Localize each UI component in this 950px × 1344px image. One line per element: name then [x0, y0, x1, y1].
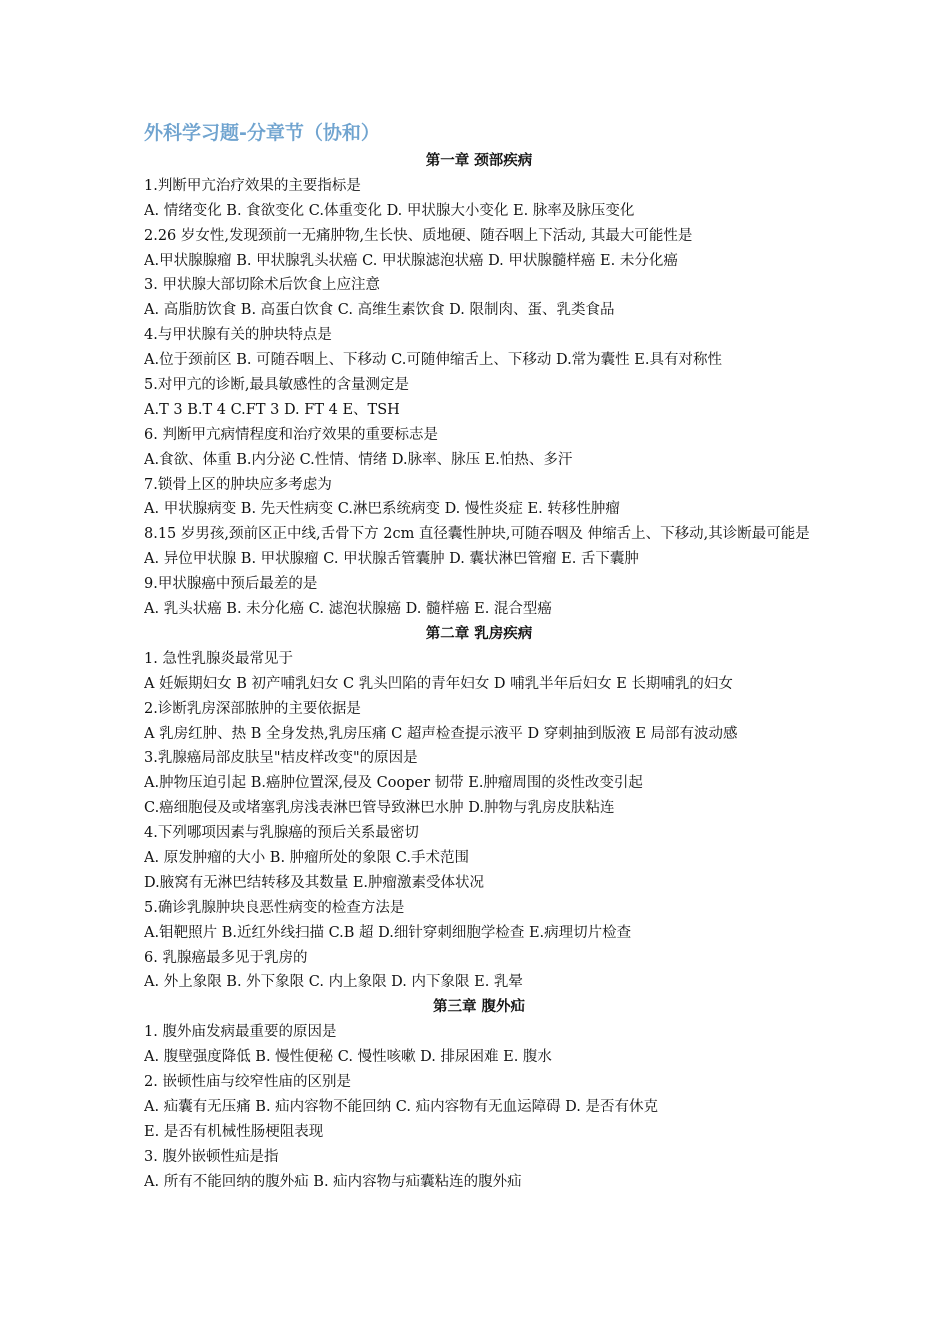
answer-options: A.甲状腺腺瘤 B. 甲状腺乳头状癌 C. 甲状腺滤泡状癌 D. 甲状腺髓样癌 E. 未分化癌: [144, 252, 678, 269]
question-text: 8.15 岁男孩,颈前区正中线,舌骨下方 2cm 直径囊性肿块,可随吞咽及 伸缩舌上、下移动,其诊断最可能是: [144, 526, 810, 543]
answer-options: D.腋窝有无淋巴结转移及其数量 E.肿瘤激素受体状况: [144, 874, 485, 891]
question-text: 9.甲状腺癌中预后最差的是: [144, 576, 318, 593]
question-text: 5.确诊乳腺肿块良恶性病变的检查方法是: [144, 899, 405, 916]
document-page: [144, 118, 814, 1194]
answer-options: A. 乳头状癌 B. 未分化癌 C. 滤泡状腺癌 D. 髓样癌 E. 混合型癌: [144, 601, 552, 618]
answer-options: A. 腹壁强度降低 B. 慢性便秘 C. 慢性咳嗽 D. 排尿困难 E. 腹水: [144, 1049, 552, 1066]
chapter-heading: 第一章 颈部疾病: [425, 152, 533, 169]
question-text: 1. 腹外庙发病最重要的原因是: [144, 1024, 337, 1041]
answer-options: E. 是否有机械性肠梗阻表现: [144, 1123, 324, 1140]
question-text: 3.乳腺癌局部皮肤呈"桔皮样改变"的原因是: [144, 750, 418, 767]
question-text: 7.锁骨上区的肿块应多考虑为: [144, 476, 332, 493]
answer-options: A. 外上象限 B. 外下象限 C. 内上象限 D. 内下象限 E. 乳晕: [144, 974, 523, 991]
answer-options: A. 原发肿瘤的大小 B. 肿瘤所处的象限 C.手术范围: [144, 849, 469, 866]
question-text: 2.26 岁女性,发现颈前一无痛肿物,生长快、质地硬、随吞咽上下活动, 其最大可能性是: [144, 227, 693, 244]
answer-options: A. 情绪变化 B. 食欲变化 C.体重变化 D. 甲状腺大小变化 E. 脉率及脉压变化: [144, 202, 635, 219]
question-text: 1. 急性乳腺炎最常见于: [144, 650, 293, 667]
question-text: 3. 甲状腺大部切除术后饮食上应注意: [144, 277, 380, 294]
answer-options: A.T 3 B.T 4 C.FT 3 D. FT 4 E、TSH: [144, 401, 400, 418]
question-text: 2. 嵌顿性庙与绞窄性庙的区别是: [144, 1073, 351, 1090]
question-text: 6. 乳腺癌最多见于乳房的: [144, 949, 308, 966]
question-text: 6. 判断甲亢病情程度和治疗效果的重要标志是: [144, 426, 438, 443]
question-text: 1.判断甲亢治疗效果的主要指标是: [144, 177, 361, 194]
chapter-heading: 第三章 腹外疝: [432, 998, 526, 1016]
chapter-heading: 第二章 乳房疾病: [425, 624, 533, 642]
question-text: 4.下列哪项因素与乳腺癌的预后关系最密切: [144, 825, 419, 842]
document-title: 外科学习题-分章节（协和）: [144, 122, 380, 144]
question-text: 5.对甲亢的诊断,最具敏感性的含量测定是: [144, 377, 409, 394]
answer-options: A 乳房红肿、热 B 全身发热,乳房压痛 C 超声检查提示液平 D 穿刺抽到版液 E 局部有波动感: [144, 725, 738, 742]
answer-options: A. 高脂肪饮食 B. 高蛋白饮食 C. 高维生素饮食 D. 限制肉、蛋、乳类食品: [144, 302, 615, 319]
answer-options: A.位于颈前区 B. 可随吞咽上、下移动 C.可随伸缩舌上、下移动 D.常为囊性 E.具有对称性: [144, 352, 722, 369]
answer-options: C.癌细胞侵及或堵塞乳房浅表淋巴管导致淋巴水肿 D.肿物与乳房皮肤粘连: [144, 800, 615, 817]
answer-options: A. 疝囊有无压痛 B. 疝内容物不能回纳 C. 疝内容物有无血运障碍 D. 是否有休克: [144, 1098, 659, 1115]
answer-options: A. 所有不能回纳的腹外疝 B. 疝内容物与疝囊粘连的腹外疝: [144, 1173, 522, 1190]
question-text: 3. 腹外嵌顿性疝是指: [144, 1148, 279, 1165]
answer-options: A.钼靶照片 B.近红外线扫描 C.B 超 D.细针穿刺细胞学检查 E.病理切片检查: [144, 924, 632, 941]
answer-options: A.食欲、体重 B.内分泌 C.性情、情绪 D.脉率、脉压 E.怕热、多汗: [144, 451, 573, 468]
question-text: 4.与甲状腺有关的肿块特点是: [144, 327, 332, 344]
question-text: 2.诊断乳房深部脓肿的主要依据是: [144, 700, 361, 717]
answer-options: A 妊娠期妇女 B 初产哺乳妇女 C 乳头凹陷的青年妇女 D 哺乳半年后妇女 E 长期哺乳的妇女: [144, 675, 733, 692]
answer-options: A.肿物压迫引起 B.癌肿位置深,侵及 Cooper 韧带 E.肿瘤周围的炎性改变引起: [144, 775, 643, 792]
answer-options: A. 异位甲状腺 B. 甲状腺瘤 C. 甲状腺舌管囊肿 D. 囊状淋巴管瘤 E. 舌下囊肿: [144, 551, 639, 568]
answer-options: A. 甲状腺病变 B. 先天性病变 C.淋巴系统病变 D. 慢性炎症 E. 转移性肿瘤: [144, 501, 620, 518]
document-body: [144, 149, 814, 1194]
